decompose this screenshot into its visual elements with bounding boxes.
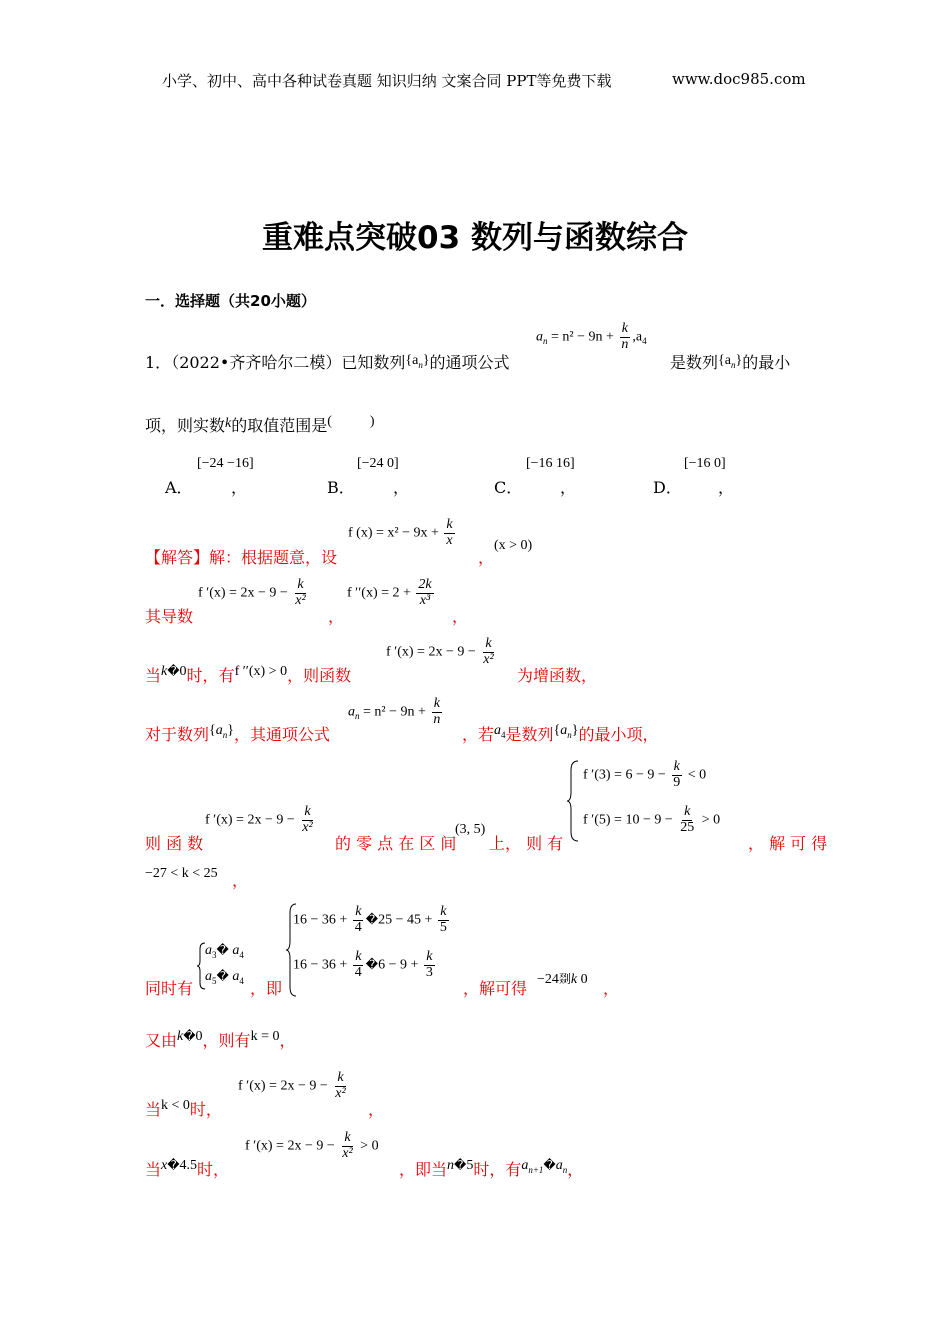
solution-l7-solve: ，解可得 [463,979,528,998]
solution-line-10: 当x�4.5时， [145,1158,230,1179]
header-text: 小学、初中、高中各种试卷真题 知识归纳 文案合同 PPT等免费下载 [162,72,612,90]
solution-fdoubleprime: f ′′(x) = 2 + $\frac{2k}{\text{x³}}$ [347,577,432,608]
question-text-4: 的最小 [742,353,791,372]
solution-l1-cond: (x > 0) [494,538,533,553]
solution-f-def: f (x) = x² − 9x + $\frac{k}{x}$ [348,517,453,548]
solution-l5-sys1: f ′(3) = 6 − 9 − $\frac{k}{9}$ < 0 [583,759,707,790]
question-line-1 [145,350,510,374]
solution-l5-solve: ， 解 可 得 [748,834,828,853]
solution-l7-ie: ，即 [250,979,283,998]
solution-l5-interval: (3, 5) [455,822,486,837]
solution-l9-comma: ， [368,1100,385,1119]
question-source: （2022•齐齐哈尔二模） [171,353,342,372]
solution-l6-comma: ， [232,871,249,890]
solution-line-7: 同时有 [145,979,194,998]
solution-l4-formula: $a_n = n^2 - 9n$ + $\frac{k}{n}$ [348,696,441,727]
option-a[interactable]: A． [165,478,193,497]
solution-l5-sys2: f ′(5) = 10 − 9 − $\frac{k}{25}$ > 0 [583,804,721,835]
brace-system-1 [566,760,580,842]
solution-l7-a3: $a_3�$ $a_4$ [205,943,244,960]
solution-line-8: 又由k�0，则有k = 0， [145,1029,296,1050]
solution-l5-then: 上， 则 有 [489,834,564,853]
option-b[interactable]: B． [327,478,355,497]
solution-l7-sys2: 16 − 36 + $\frac{k}{4}$ �6 − 9 + $\frac{k}{3}$ [293,949,433,980]
option-b-interval: [−24 0] [357,456,399,471]
solution-line-4b: ，若$a_4$是数列$\{a_n\}$的最小项， [462,723,659,744]
solution-l2-comma2: ， [452,607,469,626]
solution-l10-fprime: f ′(x) = 2x − 9 − $\frac{k}{\text{x²}}$ > 0 [245,1130,379,1161]
solution-line-3: 当k�0时，有f ′′(x) > 0，则函数 [145,664,352,685]
question-number: 1． [145,353,172,372]
solution-line-1: 【解答】解：根据题意，设 [145,548,338,567]
solution-line-5: 则 函 数 [145,834,204,853]
question-line-2: 项，则实数k的取值范围是( ) [145,414,375,435]
solution-l3-tail: 为增函数， [517,666,598,685]
option-a-interval: [−24 −16] [197,456,254,471]
solution-l7-sys1: 16 − 36 + $\frac{k}{4}$ �25 − 45 + $\frac{k}{5}$ [293,904,447,935]
question-text-1: 已知数列 [341,353,406,372]
option-c-comma: ， [560,478,577,497]
page-title: 重难点突破03 数列与函数综合 [262,220,688,256]
option-c-interval: [−16 16] [526,456,575,471]
solution-l7-result: −24剟k 0 [537,972,588,987]
solution-l7-a5: $a_5�$ $a_4$ [205,969,244,986]
option-d[interactable]: D． [653,478,682,497]
solution-line-2: 其导数 [145,607,194,626]
option-d-comma: ， [718,478,735,497]
option-a-comma: ， [231,478,248,497]
option-b-comma: ， [393,478,410,497]
solution-l2-comma1: ， [328,607,345,626]
section-heading: 一．选择题（共20小题） [145,292,316,310]
solution-l5-fprime: f ′(x) = 2x − 9 − $\frac{k}{\text{x²}}$ [205,804,313,835]
solution-l3-fprime: f ′(x) = 2x − 9 − $\frac{k}{\text{x²}}$ [386,636,494,667]
question-text-2: 的通项公式 [429,353,510,372]
seq-an-2: $\{a_n\}$ [718,353,743,370]
solution-l6-range: −27 < k < 25 [145,866,218,881]
option-c[interactable]: C． [494,478,523,497]
seq-an: $\{a_n\}$ [405,353,430,370]
solution-line-10b: ，即当n�5时，有$a_{n+1}�a_n$， [399,1158,584,1179]
solution-line-9: 当k < 0时， [145,1098,222,1119]
question-line-1b [670,350,790,374]
option-d-interval: [−16 0] [684,456,726,471]
solution-fprime: f ′(x) = 2x − 9 − $\frac{k}{\text{x²}}$ [198,577,306,608]
header-url[interactable]: www.doc985.com [672,70,806,88]
solution-line-4: 对于数列$\{a_n\}$，其通项公式 [145,723,330,744]
solution-l1-comma: ， [478,548,495,567]
solution-l5-zero: 的 零 点 在 区 间 [335,834,457,853]
solution-l9-fprime: f ′(x) = 2x − 9 − $\frac{k}{\text{x²}}$ [238,1070,346,1101]
formula-an: $a_n = n^2 - 9n$ + $\frac{k}{n}$ $,a_4$ [536,321,647,352]
question-text-3: 是数列 [670,353,719,372]
solution-l7-comma: ， [603,979,620,998]
